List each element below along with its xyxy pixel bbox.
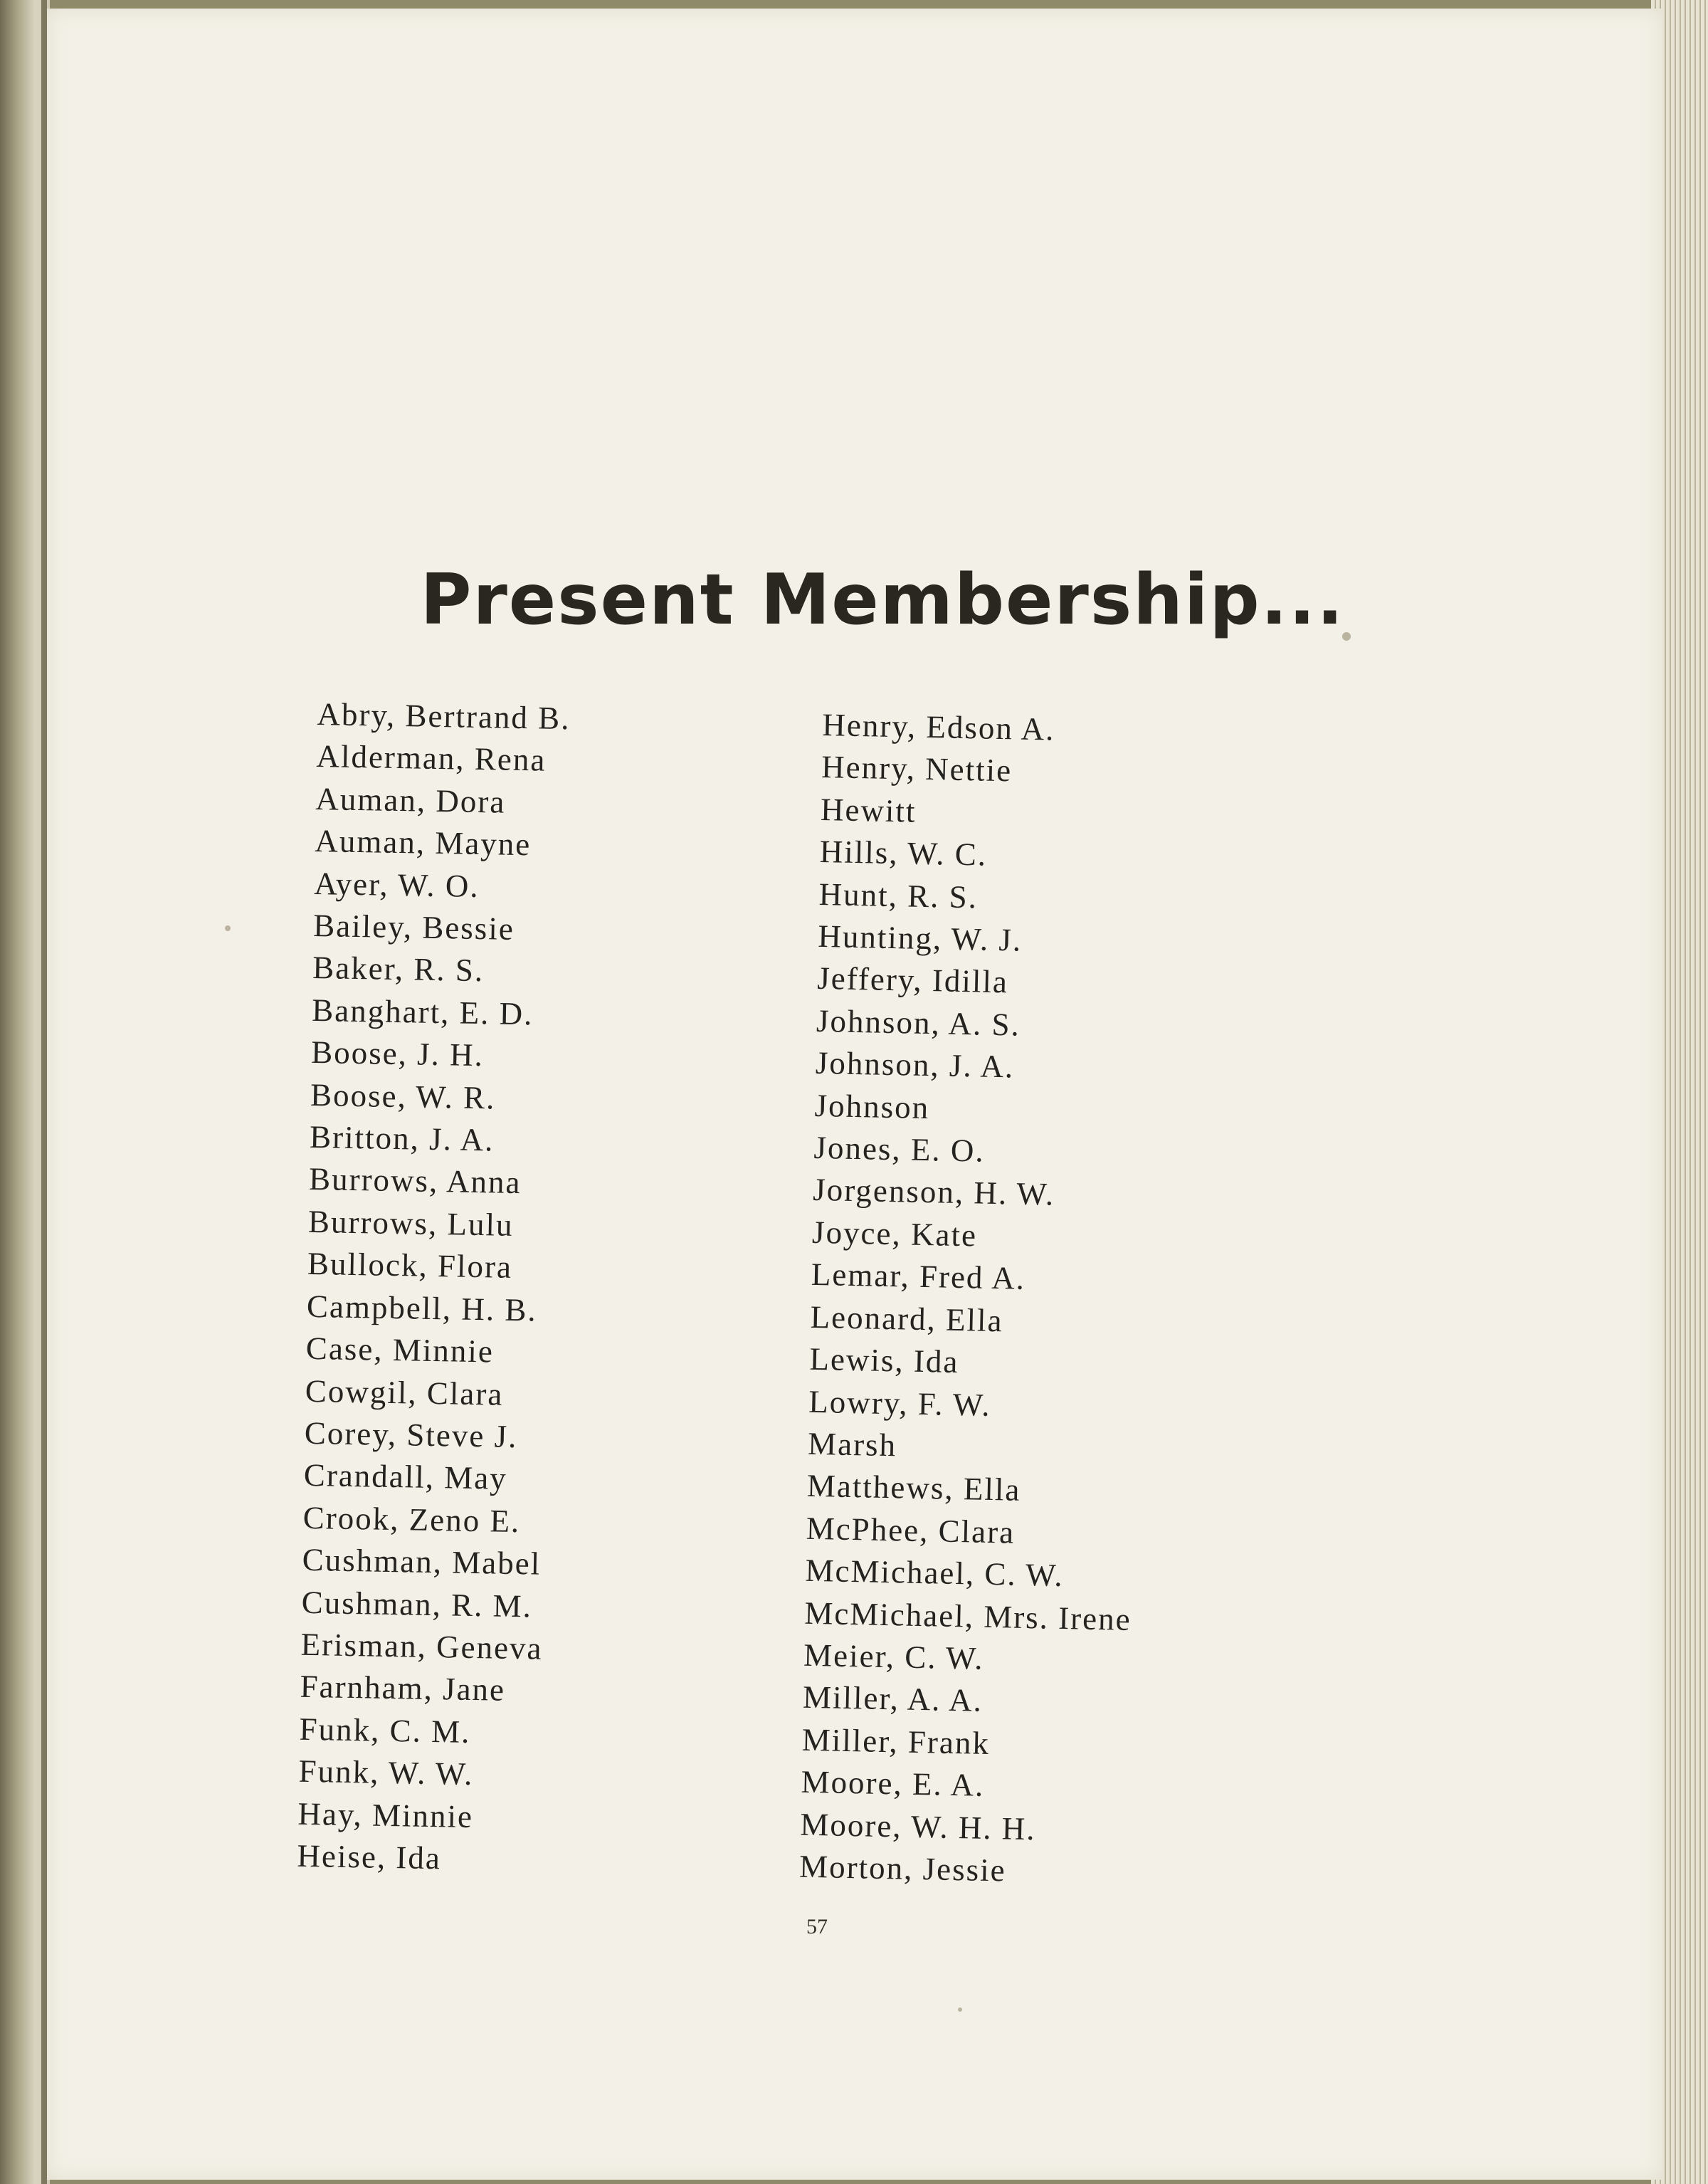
member-name: Lowry, F. W. (808, 1383, 992, 1423)
member-name: Jorgenson, H. W. (812, 1172, 1055, 1213)
member-list-right (799, 704, 1150, 1894)
paper-speck (958, 2007, 962, 2012)
member-name: Cowgil, Clara (305, 1372, 504, 1412)
member-name: Case, Minnie (305, 1330, 495, 1370)
member-name: Matthews, Ella (806, 1468, 1021, 1508)
member-name: Johnson, A. S. (816, 1002, 1021, 1043)
member-name: Cushman, Mabel (302, 1541, 542, 1582)
member-list-left (297, 693, 571, 1881)
member-name: Johnson (814, 1087, 930, 1125)
member-name: Hunting, W. J. (817, 918, 1023, 958)
member-name: Auman, Mayne (314, 823, 532, 863)
member-name: Hills, W. C. (819, 834, 988, 873)
member-name: Marsh (807, 1425, 897, 1464)
member-name: Henry, Edson A. (821, 706, 1055, 747)
member-name: Alderman, Rena (316, 738, 547, 779)
member-name: Hunt, R. S. (818, 876, 979, 915)
member-name: Moore, W. H. H. (799, 1806, 1037, 1847)
member-name: Funk, C. M. (299, 1711, 471, 1750)
member-name: Britton, J. A. (309, 1118, 495, 1158)
member-name: Burrows, Anna (308, 1161, 522, 1201)
member-name: Jones, E. O. (813, 1129, 986, 1169)
member-name: Hay, Minnie (297, 1795, 474, 1834)
member-name: Baker, R. S. (312, 950, 485, 989)
member-name: Hewitt (820, 791, 917, 829)
member-name: Joyce, Kate (811, 1214, 978, 1254)
paper-speck (225, 925, 231, 931)
member-name: Burrows, Lulu (307, 1203, 514, 1243)
member-name: Lewis, Ida (809, 1340, 959, 1380)
member-name: Banghart, E. D. (311, 992, 534, 1032)
member-name: Bailey, Bessie (312, 907, 515, 947)
member-name: McPhee, Clara (806, 1510, 1016, 1550)
member-name: Henry, Nettie (821, 749, 1013, 789)
member-name: Funk, W. W. (298, 1753, 474, 1792)
member-name: Corey, Steve J. (304, 1414, 518, 1454)
member-name: Abry, Bertrand B. (317, 695, 571, 737)
member-name: Lemar, Fred A. (811, 1256, 1026, 1297)
member-name: Jeffery, Idilla (816, 960, 1009, 1000)
member-name: Farnham, Jane (300, 1669, 506, 1708)
member-name: McMichael, C. W. (805, 1552, 1065, 1594)
member-name: Auman, Dora (315, 780, 506, 820)
member-name: Miller, Frank (801, 1721, 991, 1761)
member-name: Heise, Ida (297, 1837, 442, 1876)
member-name: Morton, Jessie (798, 1848, 1007, 1889)
binding-edge (41, 0, 47, 2184)
member-name: Boose, W. R. (310, 1076, 496, 1116)
page-title: Present Membership... (420, 560, 1345, 641)
member-name: McMichael, Mrs. Irene (803, 1595, 1132, 1637)
member-name: Boose, J. H. (310, 1034, 485, 1073)
page-number: 57 (806, 1915, 828, 1938)
member-name: Erisman, Geneva (300, 1626, 543, 1666)
member-name: Ayer, W. O. (313, 865, 480, 904)
member-name: Cushman, R. M. (301, 1584, 533, 1624)
member-name: Moore, E. A. (801, 1763, 985, 1804)
member-name: Crandall, May (303, 1457, 508, 1497)
member-name: Miller, A. A. (802, 1679, 984, 1719)
member-name: Bullock, Flora (307, 1246, 513, 1286)
member-name: Johnson, J. A. (815, 1045, 1015, 1085)
member-name: Meier, C. W. (803, 1637, 985, 1676)
member-name: Leonard, Ella (810, 1298, 1004, 1338)
member-name: Campbell, H. B. (306, 1288, 538, 1328)
member-name: Crook, Zeno E. (302, 1499, 521, 1539)
